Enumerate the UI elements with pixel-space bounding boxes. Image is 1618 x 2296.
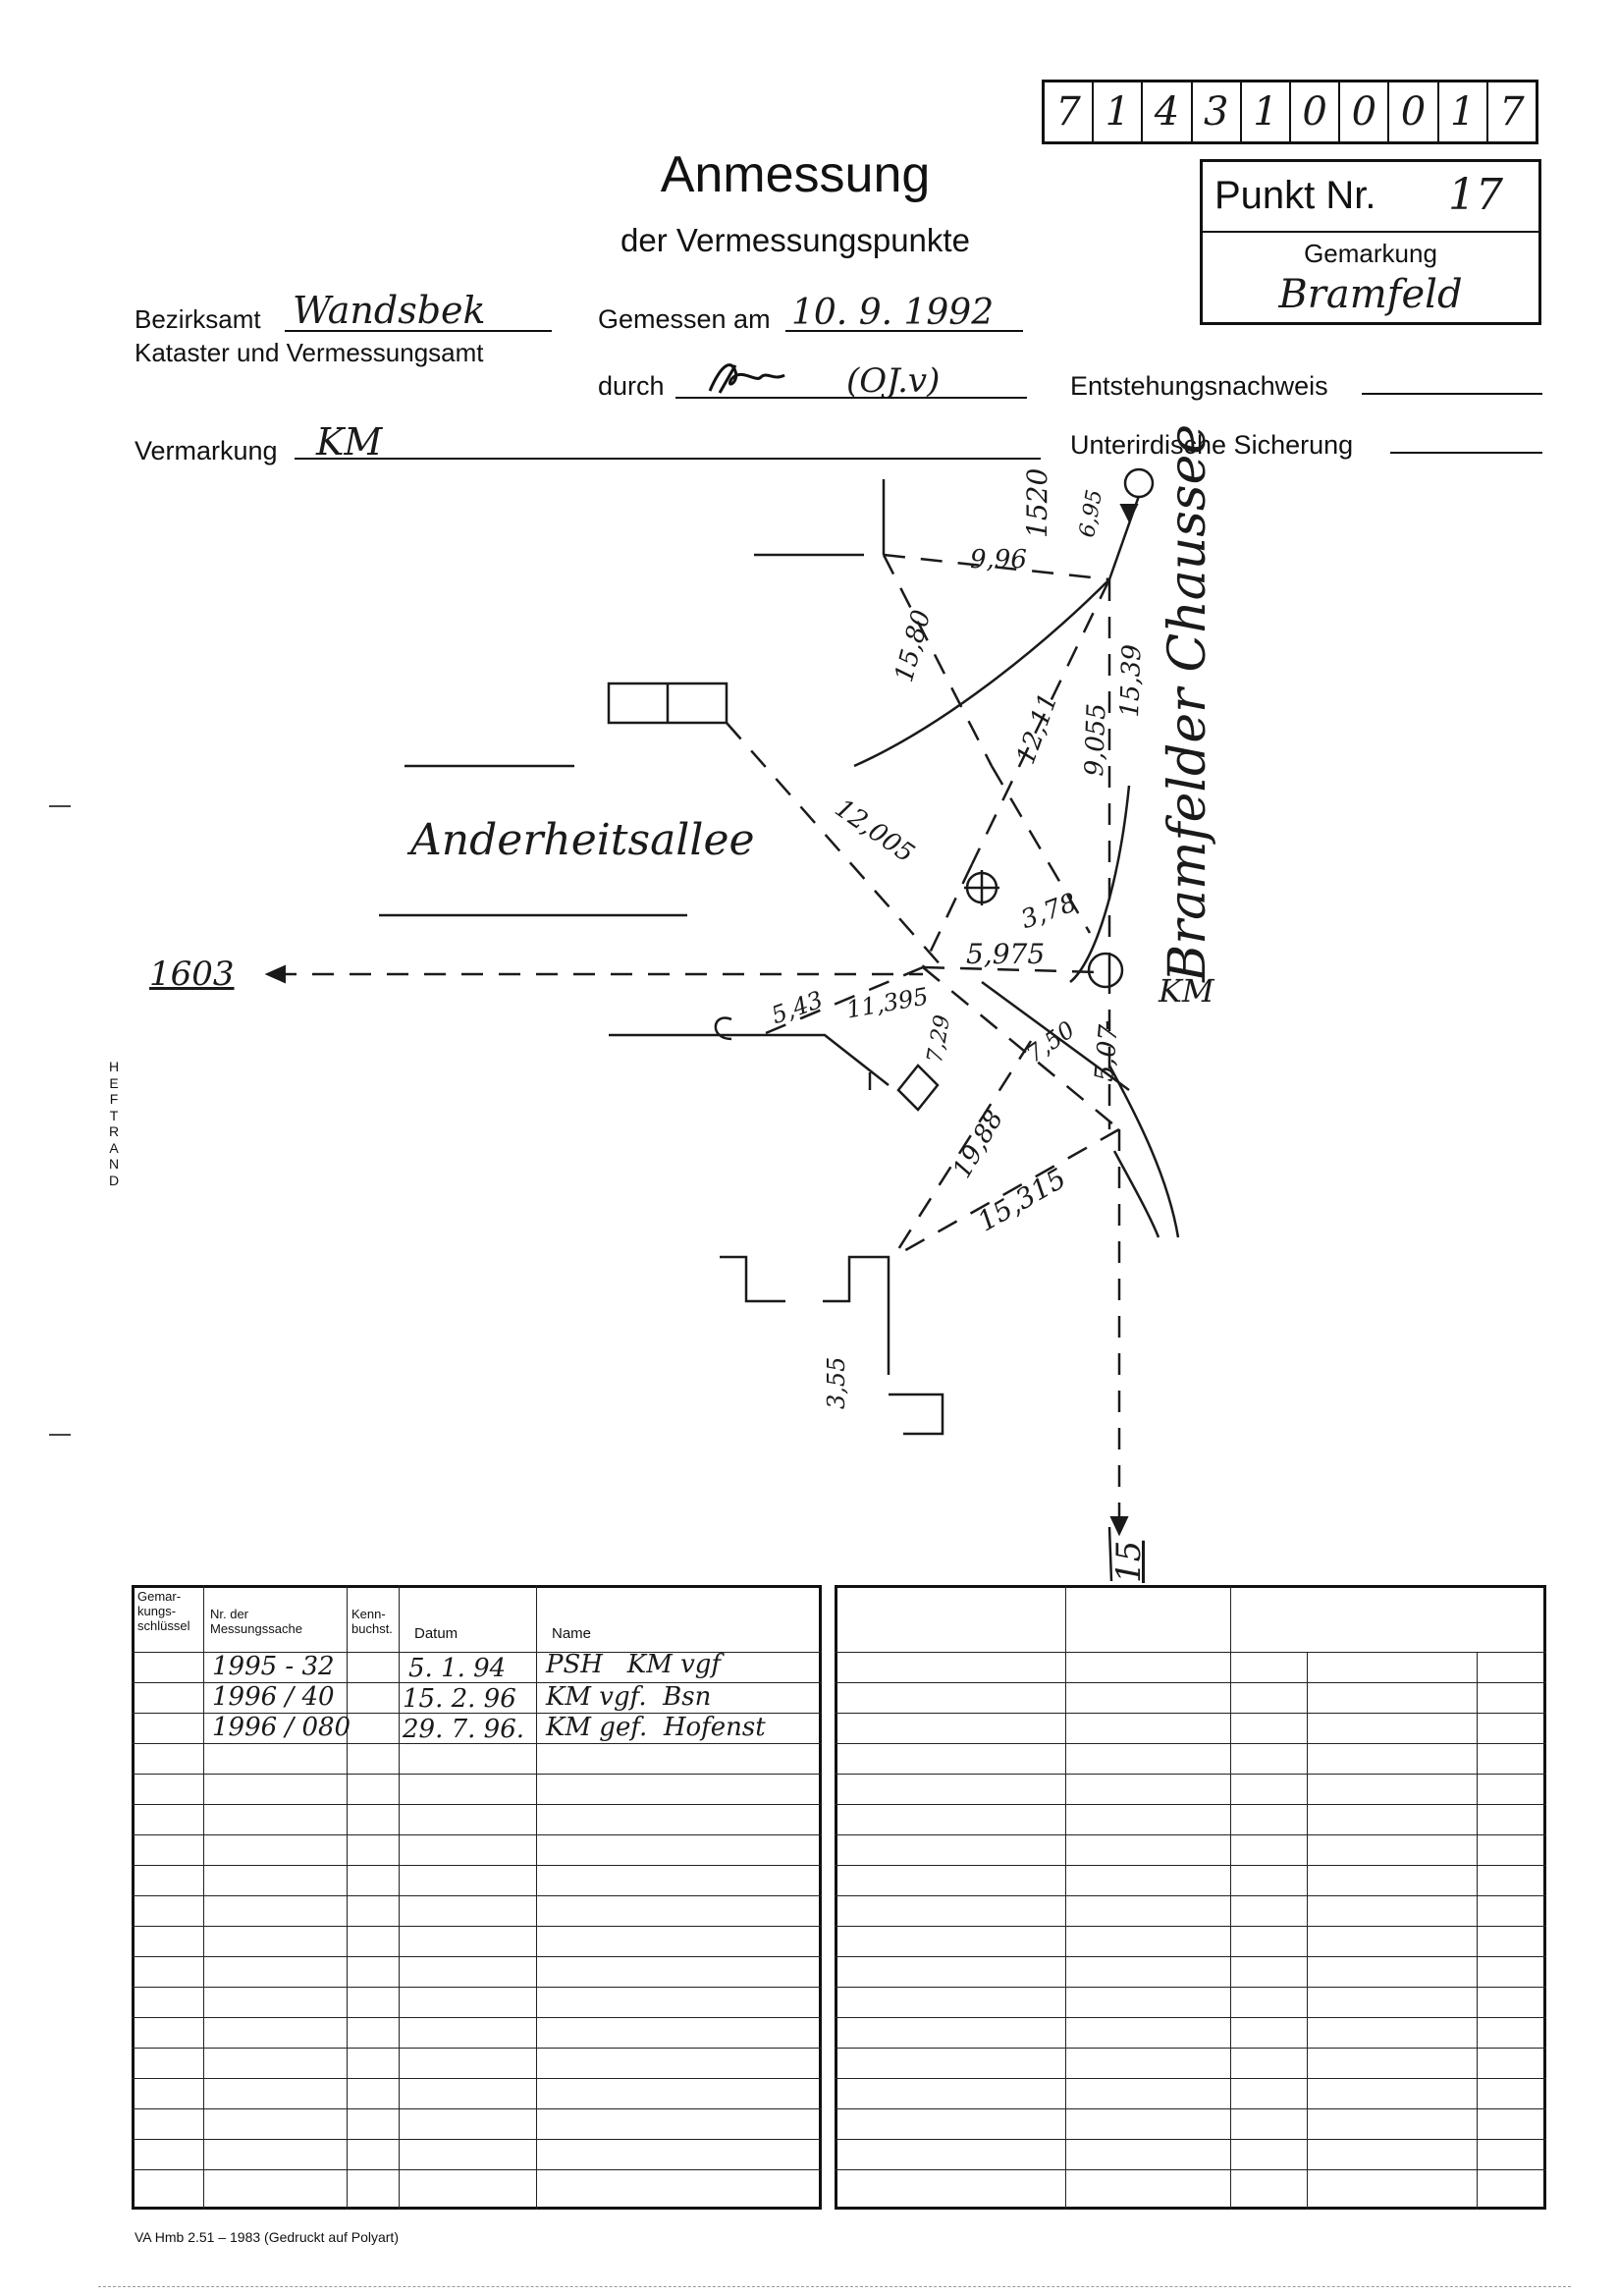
id-digit: 1: [1439, 82, 1488, 141]
measurement-label: 5,43: [768, 985, 827, 1030]
gemessen-value: 10. 9. 1992: [791, 293, 995, 333]
measurement-label: 15,315: [972, 1162, 1072, 1238]
table-row-line: [835, 1895, 1546, 1896]
table-row-line: [835, 2048, 1546, 2049]
bezirksamt-label: Bezirksamt: [135, 304, 261, 334]
id-digit: 3: [1193, 82, 1242, 141]
table-cell-datum: 5. 1. 94: [408, 1654, 507, 1683]
measurement-label: 19,88: [947, 1105, 1010, 1183]
table-row-line: [835, 1713, 1546, 1714]
table-row-line: [132, 2139, 822, 2140]
table-row-line: [132, 2017, 822, 2018]
table-cell-name: KM vgf. Bsn: [546, 1682, 712, 1712]
table-row-line: [835, 2017, 1546, 2018]
sicherung-label: Unterirdische Sicherung: [1070, 430, 1354, 460]
table-cell-name: KM gef. Hofenst: [546, 1713, 766, 1742]
empty-table: [835, 1585, 1546, 2210]
table-row-line: [835, 1652, 1546, 1653]
table-col-divider: [347, 1585, 348, 2210]
gemarkung-label: Gemarkung: [1304, 239, 1437, 268]
table-row-line: [132, 2078, 822, 2079]
table-col-divider: [1230, 1585, 1231, 2210]
km-label: KM: [1159, 972, 1214, 1010]
header-name: Name: [552, 1625, 592, 1642]
header-datum: Datum: [414, 1625, 458, 1642]
entstehung-label: Entstehungsnachweis: [1070, 371, 1328, 401]
table-row-line: [132, 2048, 822, 2049]
street-label-right: Bramfelder Chaussee: [1159, 423, 1217, 982]
ref-bottom-label: 15: [1109, 1540, 1149, 1583]
measurement-label: 15,80: [890, 607, 938, 685]
measurement-label: 9,055: [1080, 702, 1112, 778]
id-digit: 7: [1045, 82, 1094, 141]
id-digit: 0: [1291, 82, 1340, 141]
table-row-line: [835, 1956, 1546, 1957]
id-digit: 0: [1389, 82, 1438, 141]
table-cell-datum: 29. 7. 96.: [403, 1715, 525, 1744]
ref-left-label: 1603: [149, 955, 235, 994]
durch-label: durch: [598, 371, 665, 401]
table-cell-nr: 1996 / 080: [212, 1713, 351, 1742]
table-cell-name: PSH KM vgf: [546, 1650, 722, 1679]
table-col-divider: [1477, 1652, 1478, 2210]
punkt-label: Punkt Nr.: [1214, 174, 1376, 217]
bottom-edge-line: [98, 2286, 1571, 2287]
table-row-line: [835, 1987, 1546, 1988]
page-title: Anmessung: [660, 146, 931, 203]
page-subtitle: der Vermessungspunkte: [620, 222, 970, 258]
header-kenn: Kenn- buchst.: [351, 1607, 393, 1636]
table-row-line: [132, 1865, 822, 1866]
table-cell-nr: 1995 - 32: [212, 1652, 335, 1681]
table-col-divider: [1307, 1652, 1308, 2210]
table-row-line: [835, 2139, 1546, 2140]
measurement-label: 7,50: [1021, 1015, 1080, 1068]
table-row-line: [132, 1834, 822, 1835]
table-row-line: [835, 1834, 1546, 1835]
table-row-line: [132, 2108, 822, 2109]
measurement-label: 12,005: [829, 793, 920, 869]
table-cell-nr: 1996 / 40: [212, 1682, 335, 1712]
table-row-line: [132, 2169, 822, 2170]
amt-line: Kataster und Vermessungsamt: [135, 338, 484, 367]
table-row-line: [132, 1987, 822, 1988]
id-digit: 7: [1499, 89, 1525, 135]
table-row-line: [132, 1895, 822, 1896]
table-row-line: [835, 1804, 1546, 1805]
form-footer: VA Hmb 2.51 – 1983 (Gedruckt auf Polyart): [135, 2229, 399, 2245]
header-gemarkung: Gemar- kungs- schlüssel: [137, 1589, 190, 1633]
table-row-line: [835, 1926, 1546, 1927]
table-row-line: [835, 2169, 1546, 2170]
table-row-line: [132, 1956, 822, 1957]
id-digit: 1: [1094, 82, 1143, 141]
measurement-label: 15,39: [1115, 643, 1148, 719]
id-digit: 0: [1340, 82, 1389, 141]
measurement-label: 12,11: [1011, 689, 1064, 769]
vermarkung-label: Vermarkung: [135, 436, 278, 465]
table-row-line: [132, 1774, 822, 1775]
bezirksamt-value: Wandsbek: [293, 289, 486, 332]
table-cell-datum: 15. 2. 96: [403, 1684, 516, 1714]
id-digit: 1: [1242, 82, 1291, 141]
id-digit: 4: [1143, 82, 1192, 141]
table-row-line: [835, 1865, 1546, 1866]
measurement-label: 5,07: [1090, 1023, 1124, 1083]
measurement-label: 3,55: [823, 1356, 850, 1409]
table-row-line: [835, 2078, 1546, 2079]
vermarkung-value: KM: [316, 420, 383, 464]
measurement-label: 11,395: [844, 982, 931, 1024]
table-col-divider: [536, 1585, 537, 2210]
table-row-line: [835, 1743, 1546, 1744]
table-row-line: [835, 1682, 1546, 1683]
measurement-label: 7,29: [923, 1012, 956, 1066]
table-row-line: [835, 1774, 1546, 1775]
table-row-line: [132, 1804, 822, 1805]
table-col-divider: [1065, 1585, 1066, 2210]
table-col-divider: [399, 1585, 400, 2210]
table-col-divider: [203, 1585, 204, 2210]
measurement-label: 3,78: [1017, 888, 1081, 936]
punkt-number: 17: [1448, 170, 1503, 220]
header-nr: Nr. der Messungssache: [210, 1607, 302, 1636]
street-label-left: Anderheitsallee: [410, 815, 755, 865]
durch-value: (OJ.v): [846, 361, 941, 401]
measurement-label: 5,975: [966, 938, 1046, 970]
gemessen-label: Gemessen am: [598, 304, 771, 334]
table-row-line: [132, 1926, 822, 1927]
measurement-label: 1520: [1021, 467, 1053, 538]
gemarkung-value: Bramfeld: [1278, 272, 1463, 317]
measurement-label: 9,96: [970, 545, 1027, 574]
heftrand-label: HEFTRAND: [108, 1059, 120, 1188]
measurement-label: 6,95: [1075, 487, 1108, 540]
table-row-line: [835, 2108, 1546, 2109]
